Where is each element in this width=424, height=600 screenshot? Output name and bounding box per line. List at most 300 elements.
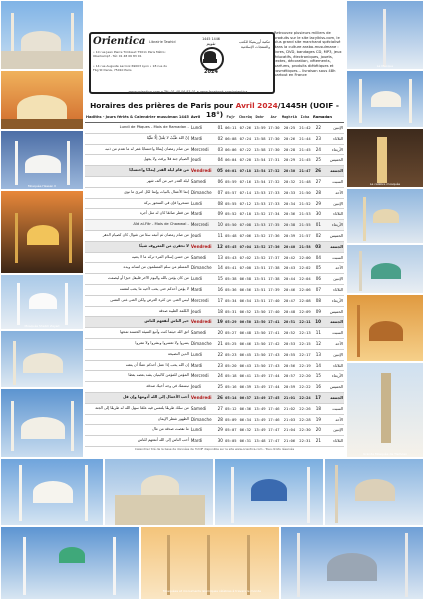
table-row [85,436,344,447]
table-row [85,392,344,403]
time-icha: 22:04 [298,274,312,285]
time-fajr: 05:23 [224,349,238,360]
hijri-day-name: الثلاثاء [322,284,344,295]
time-dohr: 13:52 [253,230,267,241]
day-number: 20 [214,328,224,339]
photo-mosque-right-5 [346,244,424,294]
time-maghrib: 21:04 [281,425,298,436]
day-name: Vendredi [190,392,214,403]
photo-mosque-right-4 [346,188,424,244]
time-asr: 17:38 [267,263,281,274]
time-maghrib: 20:38 [281,220,298,231]
time-icha: 22:26 [298,403,312,414]
hadith-text: المسلم من سلم المسلمون من لسانه ويده [85,263,190,274]
time-fajr: 06:06 [224,144,238,155]
time-chorouq: 06:37 [238,392,253,403]
time-icha: 21:48 [298,176,312,187]
time-chorouq: 06:52 [238,306,253,317]
time-chorouq: 07:24 [238,133,253,144]
day-name: Samedi [190,403,214,414]
time-maghrib: 20:43 [281,263,298,274]
day-number: 04 [214,155,224,166]
time-icha: 22:30 [298,425,312,436]
time-maghrib: 20:34 [281,198,298,209]
time-dohr: 13:49 [253,425,267,436]
hadith-text: تبسمك في وجه أخيك صدقة [85,382,190,393]
time-icha: 22:31 [298,436,312,447]
hijri-day-number: 05 [312,263,322,274]
time-maghrib: 20:42 [281,252,298,263]
time-asr: 17:32 [267,166,281,177]
publisher-arabic-text: مكتبة أورينتيكا للكتب والمنتجات الإسلامية [239,40,270,49]
time-maghrib: 20:59 [281,382,298,393]
time-chorouq: 07:18 [238,166,253,177]
photo-mosque-bottom-2 [104,458,214,526]
time-asr: 17:35 [267,220,281,231]
day-number: 12 [214,241,224,252]
day-number: 05 [214,166,224,177]
time-chorouq: 07:14 [238,187,253,198]
day-number: 07 [214,187,224,198]
time-icha: 22:28 [298,414,312,425]
day-number: 22 [214,349,224,360]
time-icha: 21:52 [298,198,312,209]
hijri-day-number: 25 [312,155,322,166]
hijri-day-number: 30 [312,209,322,220]
day-name: Mardi [190,360,214,371]
time-fajr: 05:43 [224,252,238,263]
time-asr: 17:47 [267,436,281,447]
hadith-text: يسروا ولا تعسروا وبشروا ولا تنفروا [85,338,190,349]
day-name: Jeudi [190,155,214,166]
time-chorouq: 06:31 [238,436,253,447]
seal-hijri-years: 1445 1446 [202,37,220,41]
day-name: Vendredi [190,317,214,328]
day-number: 15 [214,274,224,285]
time-chorouq: 07:02 [238,252,253,263]
photo-mosque-right-2 [346,70,424,128]
hijri-day-name: الجمعة [322,392,344,403]
table-row [85,306,344,317]
time-asr: 17:34 [267,209,281,220]
hijri-day-name: الثلاثاء [322,209,344,220]
time-chorouq: 06:58 [238,274,253,285]
hijri-day-number: 14 [312,360,322,371]
time-asr: 17:46 [267,414,281,425]
time-icha: 21:50 [298,187,312,198]
photo-mosque-bottom-1 [0,458,104,526]
time-asr: 17:36 [267,241,281,252]
day-name: Mercredi [190,371,214,382]
time-fajr: 05:27 [224,328,238,339]
time-chorouq: 07:06 [238,230,253,241]
day-name: Dimanche [190,414,214,425]
day-name: Mercredi [190,220,214,231]
column-header-dohr: Dohr [253,112,267,123]
day-number: 21 [214,338,224,349]
time-chorouq: 06:39 [238,382,253,393]
day-number: 10 [214,220,224,231]
time-dohr: 13:50 [253,328,267,339]
hijri-day-name: الأحد [322,263,344,274]
seal-arabic-label: تقويم [206,41,216,46]
time-asr: 17:40 [267,306,281,317]
time-fajr: 05:16 [224,382,238,393]
time-asr: 17:32 [267,176,281,187]
time-dohr: 13:51 [253,263,267,274]
hijri-day-name: الجمعة [322,317,344,328]
photo-mosque-bottom-4 [324,458,424,526]
table-row [85,176,344,187]
time-chorouq: 06:46 [238,338,253,349]
column-header-icha: Icha [298,112,312,123]
time-dohr: 13:49 [253,382,267,393]
time-asr: 17:36 [267,230,281,241]
time-chorouq: 07:08 [238,220,253,231]
hadith-text: ليلة القدر خير من ألف شهر [85,176,190,187]
time-dohr: 13:48 [253,436,267,447]
hijri-day-number: 16 [312,382,322,393]
table-row [85,371,344,382]
publisher-description: Retrouvez plusieurs milliers de produits sur le site lacylkiss.com, le plus grand site marchand spécialisé dans la culture arabo-musulmane : livres, DVD, bandages CD, MP3, jeux éducatifs, électroniques, jouets, textes, décoration, vêtements, parfums, produits diététiques et cosmétiques... livraison sous 48h partout en France [274,31,342,78]
time-fajr: 05:55 [224,198,238,209]
hijri-day-name: الخميس [322,382,344,393]
time-maghrib: 20:47 [281,295,298,306]
hijri-day-name: الثلاثاء [322,436,344,447]
hadith-text: الصيام جنة فلا يرفث ولا يجهل [85,155,190,166]
time-maghrib: 20:52 [281,328,298,339]
day-name: Mardi [190,284,214,295]
hijri-day-number: 20 [312,425,322,436]
time-dohr: 13:50 [253,349,267,360]
time-chorouq: 07:12 [238,198,253,209]
table-row [85,284,344,295]
calendar-panel [83,27,346,457]
publisher-logo-subtitle: Librairie Tawhid [149,40,176,44]
day-name: Samedi [190,176,214,187]
hadith-text: من صام رمضان إيمانًا واحتسابًا غفر له ما تقدم من ذنبه [85,144,190,155]
time-icha: 22:09 [298,306,312,317]
time-fajr: 05:57 [224,187,238,198]
column-header-chorouq: Chorûq [238,112,253,123]
table-row [85,425,344,436]
day-name: Mardi [190,209,214,220]
time-fajr: 05:41 [224,263,238,274]
time-fajr: 05:59 [224,176,238,187]
time-chorouq: 07:16 [238,176,253,187]
hadith-text: من صام رمضان ثم أتبعه ستًا من شوال كان كصيام الدهر [85,230,190,241]
day-number: 27 [214,403,224,414]
time-asr: 17:42 [267,338,281,349]
table-row [85,209,344,220]
time-fajr: 05:14 [224,392,238,403]
day-number: 28 [214,414,224,425]
day-name: Jeudi [190,230,214,241]
time-maghrib: 20:32 [281,176,298,187]
hijri-day-number: 07 [312,284,322,295]
photo-mosque-left-3: Mosquée Hassan II [0,130,84,190]
time-chorouq: 06:50 [238,317,253,328]
hijri-day-number: 21 [312,436,322,447]
time-asr: 17:33 [267,187,281,198]
hijri-day-number: 13 [312,349,322,360]
time-maghrib: 20:33 [281,187,298,198]
hijri-day-name: الخميس [322,306,344,317]
day-name: Jeudi [190,306,214,317]
time-chorouq: 06:48 [238,328,253,339]
table-row [85,414,344,425]
hadith-text: من سلك طريقًا يلتمس فيه علمًا سهل الله له طريقًا إلى الجنة [85,403,190,414]
hadith-text: ما نقصت صدقة من مال [85,425,190,436]
time-icha: 21:45 [298,155,312,166]
day-number: 23 [214,360,224,371]
table-row [85,338,344,349]
time-maghrib: 20:36 [281,209,298,220]
bottom-caption: Mosquées et monuments islamiques célèbres à travers le monde [163,589,261,593]
hijri-day-name: الأحد [322,187,344,198]
hijri-day-name: السبت [322,252,344,263]
time-icha: 22:15 [298,338,312,349]
time-maghrib: 21:03 [281,414,298,425]
day-number: 19 [214,317,224,328]
hijri-day-name: الإثنين [322,349,344,360]
hijri-day-number: 26 [312,166,322,177]
emblem-base-icon [203,59,217,63]
hijri-day-name: الأربعاء [322,144,344,155]
time-dohr: 13:49 [253,371,267,382]
time-asr: 17:39 [267,284,281,295]
time-icha: 22:20 [298,371,312,382]
time-icha: 21:45 [298,144,312,155]
time-maghrib: 20:51 [281,317,298,328]
time-icha: 22:17 [298,349,312,360]
time-maghrib: 20:39 [281,230,298,241]
day-number: 25 [214,382,224,393]
table-row [85,198,344,209]
time-asr: 17:41 [267,328,281,339]
time-dohr: 13:54 [253,176,267,187]
table-row [85,133,344,144]
photo-mosque-bottom-3 [214,458,324,526]
hadith-text: تسحروا فإن في السحور بركة [85,198,190,209]
time-dohr: 13:51 [253,284,267,295]
time-fajr: 05:05 [224,436,238,447]
day-number: 06 [214,176,224,187]
time-dohr: 13:50 [253,306,267,317]
hijri-day-number: 28 [312,187,322,198]
time-chorouq: 06:36 [238,403,253,414]
hijri-day-name: الإثنين [322,274,344,285]
time-fajr: 05:20 [224,360,238,371]
time-dohr: 13:53 [253,187,267,198]
hijri-day-number: 27 [312,176,322,187]
table-row [85,317,344,328]
day-name: Lundi [190,198,214,209]
publisher-address-secondary: • 14 rue Auguste Lacroix 69003 Lyon • 18 rue du Fbg St Denis, 75010 Paris [93,64,168,72]
time-maghrib: 20:55 [281,349,298,360]
time-icha: 22:19 [298,360,312,371]
table-row [85,263,344,274]
time-dohr: 13:52 [253,252,267,263]
hijri-day-number: 04 [312,252,322,263]
time-dohr: 13:51 [253,274,267,285]
hijri-day-number: 15 [312,371,322,382]
time-dohr: 13:59 [253,123,267,134]
time-icha: 22:08 [298,295,312,306]
time-icha: 22:06 [298,284,312,295]
calendar-seal [197,37,225,87]
day-name: Jeudi [190,382,214,393]
hijri-day-name: الأحد [322,338,344,349]
time-chorouq: 07:26 [238,123,253,134]
hijri-day-number: 29 [312,198,322,209]
time-icha: 22:24 [298,392,312,403]
table-row [85,360,344,371]
photo-mosque-left-7 [0,388,84,458]
hadith-text: اتق الله حيثما كنت وأتبع السيئة الحسنة تمحها [85,328,190,339]
time-icha: 21:53 [298,209,312,220]
time-chorouq: 06:41 [238,371,253,382]
hijri-day-name: الثلاثاء [322,133,344,144]
hijri-day-name: الأربعاء [322,295,344,306]
photo-mosque-left-2 [0,70,84,130]
day-number: 18 [214,306,224,317]
photo-mosque-right-6 [346,294,424,362]
day-number: 26 [214,392,224,403]
day-number: 02 [214,133,224,144]
time-maghrib: 20:53 [281,338,298,349]
title-main: Horaires des prières de Paris pour [90,101,236,110]
title-rest: /1445H (UOIF - 18°) [205,101,339,119]
day-number: 16 [214,284,224,295]
hijri-day-number: 09 [312,306,322,317]
day-name: Mardi [190,436,214,447]
hadith-text: من قام ليلة القدر إيمانًا واحتسابًا [85,166,190,177]
time-asr: 17:33 [267,198,281,209]
title-month: Avril 2024 [235,101,278,110]
column-header-fajr: Fajr [224,112,238,123]
time-maghrib: 21:06 [281,436,298,447]
time-maghrib: 21:02 [281,403,298,414]
photo-mosque-right-7: Grande Mosquée de Tlemcen [346,362,424,458]
time-icha: 22:22 [298,382,312,393]
column-header-maghrib: Maghrib [281,112,298,123]
time-asr: 17:44 [267,371,281,382]
hadith-text: لا تحقرن من المعروف شيئًا [85,241,190,252]
publisher-box [89,32,275,94]
time-dohr: 13:52 [253,209,267,220]
hijri-day-name: الجمعة [322,241,344,252]
day-number: 01 [214,123,224,134]
hadith-text: الدين النصيحة [85,349,190,360]
table-row [85,382,344,393]
time-asr: 17:37 [267,252,281,263]
time-chorouq: 07:20 [238,155,253,166]
time-fajr: 05:29 [224,317,238,328]
time-fajr: 05:48 [224,230,238,241]
calendar-header [83,27,346,97]
time-fajr: 05:52 [224,209,238,220]
day-number: 03 [214,144,224,155]
hijri-day-name: الإثنين [322,425,344,436]
time-asr: 17:43 [267,360,281,371]
table-row [85,220,344,231]
time-fajr: 06:11 [224,123,238,134]
time-dohr: 13:50 [253,338,267,349]
day-name: Dimanche [190,263,214,274]
day-name: Lundi [190,123,214,134]
time-maghrib: 20:48 [281,306,298,317]
time-chorouq: 06:32 [238,425,253,436]
time-dohr: 13:58 [253,144,267,155]
day-name: Samedi [190,328,214,339]
emblem-dome-icon [204,51,216,59]
hadith-text: ليس الغنى عن كثرة العرض ولكن الغنى غنى النفس [85,295,190,306]
hijri-day-name: السبت [322,403,344,414]
day-name: Dimanche [190,338,214,349]
hadith-text: أحب الناس إلى الله أنفعهم للناس [85,436,190,447]
time-dohr: 13:53 [253,198,267,209]
time-fajr: 05:50 [224,220,238,231]
hadith-text: - Lundi de Pâques - Mois de Ramadan [85,123,190,134]
day-name: Samedi [190,252,214,263]
publisher-contact: www.orientica.com • Tél: 01 48 06 83 01 • www.facebook.com/orientica [128,90,248,94]
time-dohr: 13:54 [253,166,267,177]
day-number: 09 [214,209,224,220]
hijri-day-number: 18 [312,403,322,414]
prayer-times-table [85,112,344,447]
day-number: 08 [214,198,224,209]
time-asr: 17:30 [267,133,281,144]
time-icha: 22:00 [298,252,312,263]
time-chorouq: 07:10 [238,209,253,220]
hadith-text: أحب الأعمال إلى الله أدومها وإن قل [85,392,190,403]
time-fajr: 05:34 [224,295,238,306]
day-name: Vendredi [190,166,214,177]
time-dohr: 13:58 [253,133,267,144]
time-asr: 17:30 [267,123,281,134]
time-fajr: 05:07 [224,425,238,436]
day-number: 29 [214,425,224,436]
day-name: Mercredi [190,295,214,306]
time-fajr: 06:04 [224,155,238,166]
time-dohr: 13:50 [253,360,267,371]
column-header-date: Avril [190,112,224,123]
time-fajr: 06:08 [224,133,238,144]
day-number: 17 [214,295,224,306]
table-row [85,144,344,155]
day-name: Dimanche [190,187,214,198]
time-chorouq: 06:43 [238,360,253,371]
hijri-day-name: السبت [322,328,344,339]
time-fajr: 05:45 [224,241,238,252]
seal-year: 2024 [204,69,218,75]
time-icha: 21:57 [298,230,312,241]
table-row [85,166,344,177]
time-dohr: 13:53 [253,220,267,231]
table-row [85,328,344,339]
hijri-day-name: الأحد [322,414,344,425]
time-maghrib: 20:30 [281,166,298,177]
time-icha: 22:11 [298,317,312,328]
column-header-hijri: Ramadan [312,112,344,123]
hadith-text: المؤمن للمؤمن كالبنيان يشد بعضه بعضًا [85,371,190,382]
day-name: Vendredi [190,241,214,252]
day-name: Lundi [190,274,214,285]
hadith-text: إنَّ اللهَ طَيِّبٌ لا يَقْبَلُ إلَّا طَيِّبًا [85,133,190,144]
time-chorouq: 06:56 [238,284,253,295]
hijri-day-name: الأربعاء [322,220,344,231]
